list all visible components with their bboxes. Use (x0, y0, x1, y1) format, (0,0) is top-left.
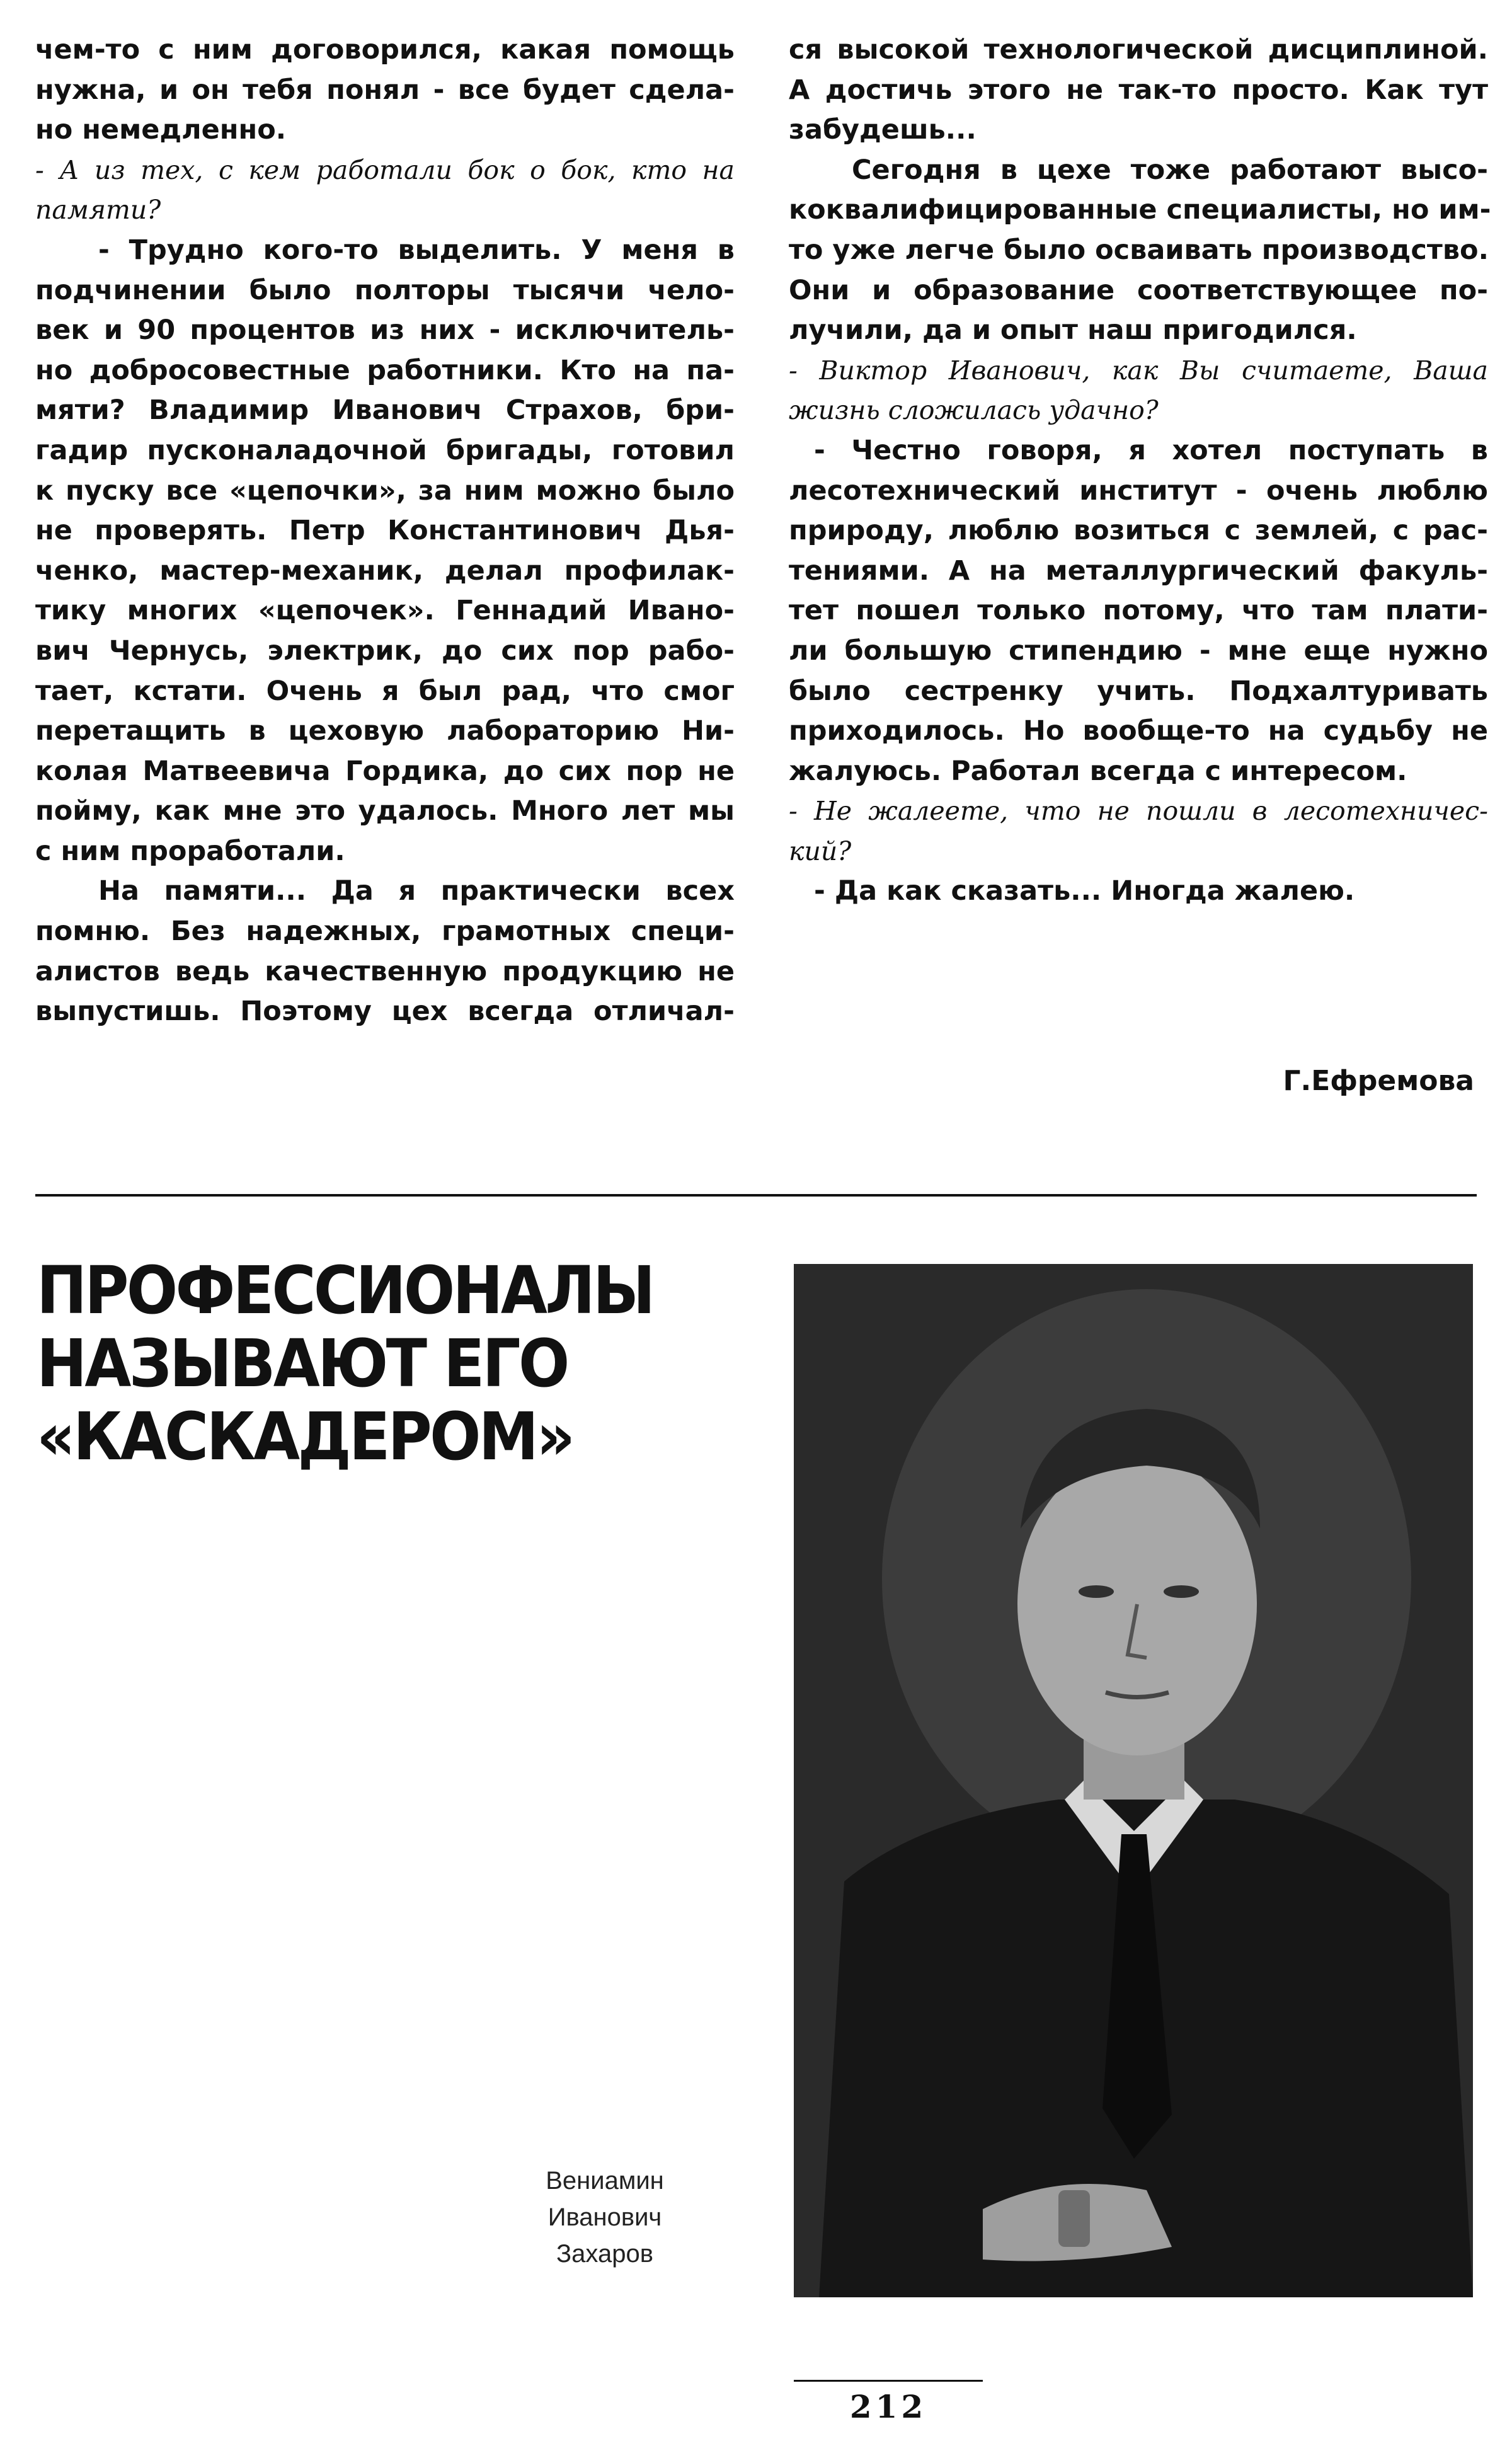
section-divider (35, 1194, 1477, 1197)
text-line: тет пошел только потому, что там плати- (789, 595, 1488, 627)
text-line: пойму, как мне это удалось. Много лет мы (35, 795, 735, 827)
text-line: забудешь... (789, 114, 976, 146)
text-line: выпустишь. Поэтому цех всегда отличал- (35, 996, 735, 1028)
text-line: не проверять. Петр Константинович Дья- (35, 515, 735, 547)
portrait-illustration (794, 1264, 1473, 2297)
author-signature: Г.Ефремова (1283, 1065, 1474, 1097)
question-line: - А из тех, с кем работали бок о бок, кто на (35, 154, 735, 185)
text-line: но немедленно. (35, 114, 287, 146)
text-line: жалуюсь. Работал всегда с интересом. (789, 755, 1407, 787)
question-line: кий? (789, 835, 852, 866)
text-line: подчинении было полторы тысячи чело- (35, 274, 735, 306)
text-line: ченко, мастер-механик, делал профилак- (35, 554, 735, 587)
caption-line: Вениамин (546, 2167, 664, 2195)
text-line: с ним проработали. (35, 835, 345, 867)
photo-caption (536, 2162, 674, 2272)
portrait-photo (794, 1264, 1473, 2297)
text-line: мяти? Владимир Иванович Страхов, бри- (35, 394, 735, 427)
page-number: 212 (849, 2388, 927, 2425)
text-line: - Честно говоря, я хотел поступать в (814, 434, 1488, 466)
question-line: жизнь сложилась удачно? (789, 395, 1159, 426)
question-line: - Не жалеете, что не пошли в лесотехничес- (789, 796, 1488, 827)
text-line: то уже легче было осваивать производство. (789, 234, 1489, 266)
headline-line: НАЗЫВАЮТ ЕГО (37, 1325, 568, 1402)
article-headline (37, 1254, 674, 1473)
text-line: колая Матвеевича Гордика, до сих пор не (35, 755, 735, 787)
page-number-rule (794, 2380, 983, 2382)
text-line: чем-то с ним договорился, какая помощь (35, 34, 735, 66)
text-line: алистов ведь качественную продукцию не (35, 955, 735, 987)
text-line: тает, кстати. Очень я был рад, что смог (35, 675, 735, 707)
text-line: ся высокой технологической дисциплиной. (789, 34, 1488, 66)
text-line: Сегодня в цехе тоже работают высо- (852, 154, 1488, 186)
text-line: Они и образование соответствующее по- (789, 274, 1488, 306)
text-line: природу, люблю возиться с землей, с рас- (789, 515, 1488, 547)
text-line: ли большую стипендию - мне еще нужно (789, 634, 1488, 667)
text-line: нужна, и он тебя понял - все будет сдела- (35, 74, 735, 106)
text-line: вич Чернусь, электрик, до сих пор рабо- (35, 634, 735, 667)
text-line: перетащить в цеховую лабораторию Ни- (35, 715, 735, 747)
text-line: век и 90 процентов из них - исключитель- (35, 314, 735, 347)
headline-line: ПРОФЕССИОНАЛЫ (37, 1252, 653, 1329)
text-line: тениями. А на металлургический факуль- (789, 554, 1488, 587)
text-line: коквалифицированные специалисты, но им- (789, 194, 1491, 226)
text-line: тику многих «цепочек». Геннадий Ивано- (35, 595, 735, 627)
text-line: На памяти... Да я практически всех (98, 875, 735, 907)
text-line: к пуску все «цепочки», за ним можно было (35, 474, 735, 507)
text-line: лучили, да и опыт наш пригодился. (789, 314, 1357, 347)
left-text-column (35, 30, 735, 1032)
text-line: гадир пусконаладочной бригады, готовил (35, 434, 735, 466)
text-line: лесотехнический институт - очень люблю (789, 474, 1488, 507)
headline-line: «КАСКАДЕРОМ» (37, 1398, 573, 1475)
text-line: приходилось. Но вообще-то на судьбу не (789, 715, 1488, 747)
caption-line: Захаров (556, 2240, 653, 2268)
right-text-column (789, 30, 1491, 912)
text-line: помню. Без надежных, грамотных специ- (35, 916, 735, 948)
question-line: - Виктор Иванович, как Вы считаете, Ваша (789, 355, 1488, 386)
caption-line: Иванович (547, 2203, 662, 2231)
text-line: но добросовестные работники. Кто на па- (35, 354, 735, 386)
text-line: А достичь этого не так-то просто. Как тут (789, 74, 1488, 106)
question-line: памяти? (35, 195, 161, 226)
text-line: было сестренку учить. Подхалтуривать (789, 675, 1488, 707)
text-line: - Трудно кого-то выделить. У меня в (98, 234, 735, 266)
text-line: - Да как сказать... Иногда жалею. (814, 875, 1355, 907)
